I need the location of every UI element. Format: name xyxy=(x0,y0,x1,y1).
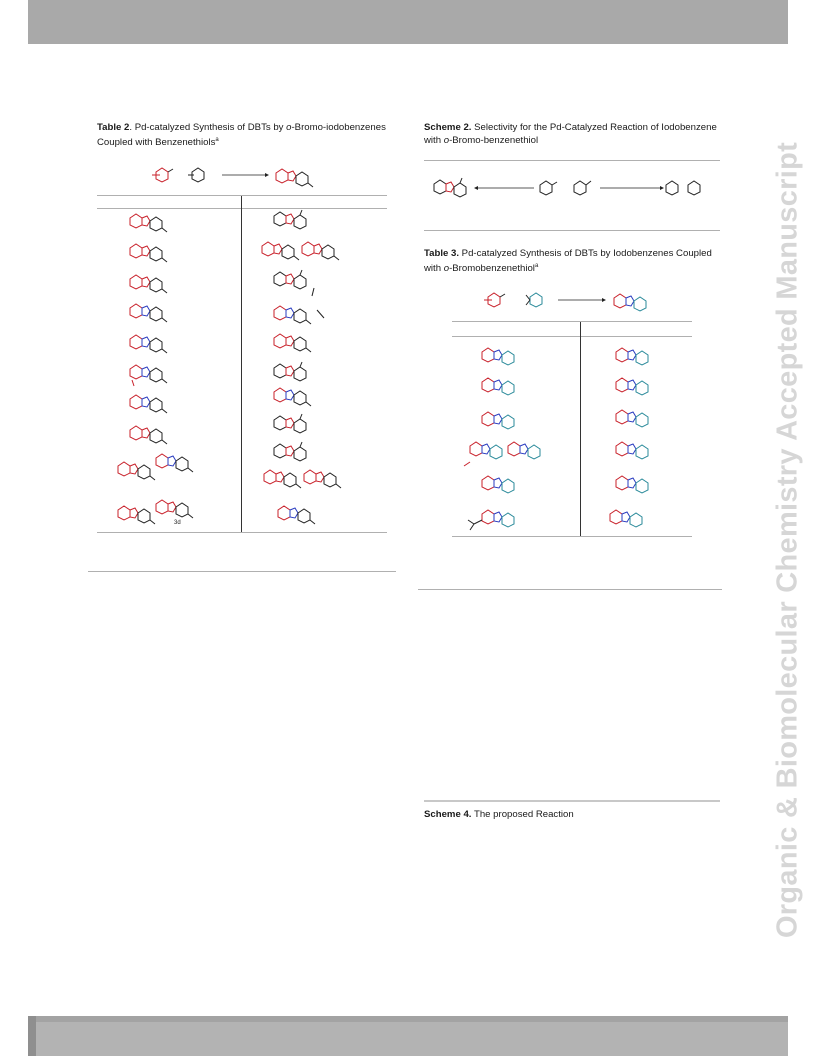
table3-reaction-scheme xyxy=(484,290,674,314)
table3-section-rule xyxy=(418,589,722,590)
table2-products-left-pairs xyxy=(118,452,228,532)
table3-products-right xyxy=(608,340,688,536)
scheme2-label: Scheme 2. xyxy=(424,122,472,133)
table2-caption xyxy=(97,121,387,149)
table3-caption-post: -Bromobenzenethiol xyxy=(449,263,535,275)
scheme4-caption xyxy=(424,808,720,821)
table2-rule-top xyxy=(97,195,387,196)
table2-reaction-scheme xyxy=(150,165,340,189)
table3-rule-bottom xyxy=(452,536,692,537)
table2-products-right xyxy=(262,206,372,532)
journal-watermark: Organic & Biomolecular Chemistry Accepted Manuscript xyxy=(771,141,804,939)
table3-rule-top xyxy=(452,321,692,322)
table2-label: Table 2 xyxy=(97,122,130,133)
scheme2-caption xyxy=(424,121,720,147)
table2-section-rule xyxy=(88,571,396,572)
table2-caption-pre: . Pd-catalyzed Synthesis of DBTs by xyxy=(129,122,287,133)
table2-rule-bottom xyxy=(97,532,387,533)
scheme2-reaction xyxy=(434,176,714,206)
table3-caption-pre: Pd-catalyzed Synthesis of DBTs by Iodobenzenes Coupled with xyxy=(424,248,712,275)
scheme2-rule-top xyxy=(424,160,720,161)
table3-column-divider xyxy=(580,322,581,536)
table3-label: Table 3. xyxy=(424,248,460,259)
table3-rule-head xyxy=(452,336,692,337)
scheme4-label: Scheme 4. xyxy=(424,809,472,820)
table2-column-divider xyxy=(241,196,242,532)
scheme2-caption-post: -Bromo-benzenethiol xyxy=(449,135,539,146)
scheme2-rule-bottom xyxy=(424,230,720,231)
table2-caption-post: -Bromo-iodobenzenes Coupled with Benzenethiols xyxy=(97,122,386,149)
table2-footnote-mark: a xyxy=(215,137,219,143)
table3-products-left xyxy=(470,340,580,536)
header-band xyxy=(28,0,788,44)
table2-caption-italic: o xyxy=(286,122,292,133)
table3-footnote-mark: a xyxy=(534,263,539,269)
scheme4-rule xyxy=(424,800,720,802)
footer-band-edge xyxy=(28,1016,36,1056)
table3-caption-italic: o xyxy=(443,263,450,275)
scheme4-caption-post: The proposed Reaction xyxy=(471,809,574,820)
scheme2-caption-italic: o xyxy=(443,135,450,146)
compound-label-3d: 3d xyxy=(174,520,181,526)
table3-caption xyxy=(424,247,720,275)
scheme2-caption-pre: Selectivity for the Pd-Catalyzed Reaction of Iodobenzene with xyxy=(424,122,717,146)
footer-band-inner xyxy=(36,1022,788,1056)
